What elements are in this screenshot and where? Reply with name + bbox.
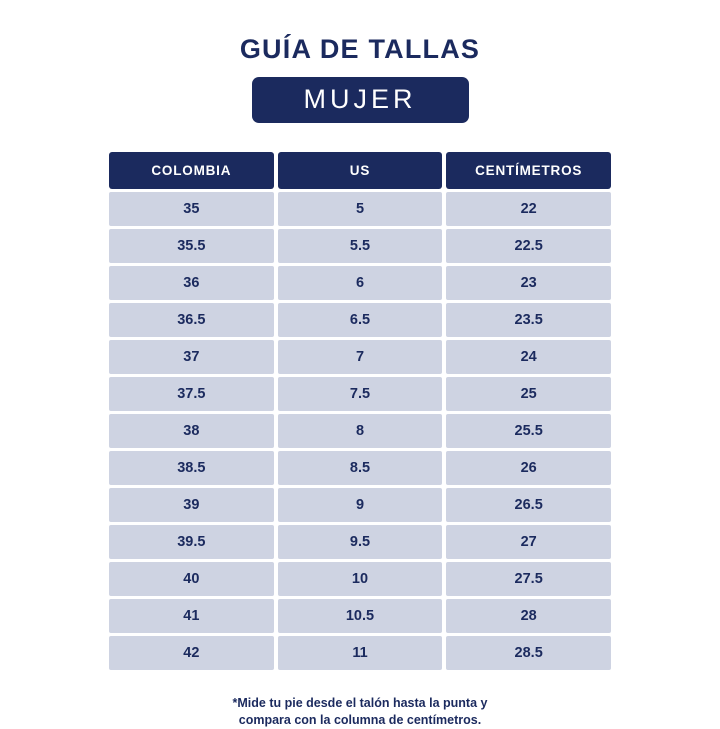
footnote-line-2: compara con la columna de centímetros. [238,713,482,728]
table-row [109,562,611,596]
cell-colombia: 37.5 [109,377,274,411]
table-row [109,340,611,374]
cell-centimetros: 27 [446,525,611,559]
cell-us: 9.5 [278,525,443,559]
column-header-colombia: COLOMBIA [109,152,274,189]
subtitle-text: MUJER [303,84,417,114]
table-header-row [109,152,611,189]
cell-centimetros: 27.5 [446,562,611,596]
cell-centimetros: 22 [446,192,611,226]
table-row [109,266,611,300]
column-header-centimetros: CENTÍMETROS [446,152,611,189]
cell-colombia: 35.5 [109,229,274,263]
cell-us: 7 [278,340,443,374]
cell-colombia: 40 [109,562,274,596]
cell-colombia: 37 [109,340,274,374]
table-row [109,488,611,522]
cell-colombia: 36.5 [109,303,274,337]
footnote-line-1: *Mide tu pie desde el talón hasta la punta y [232,696,488,711]
cell-us: 6.5 [278,303,443,337]
table-row [109,414,611,448]
cell-us: 5.5 [278,229,443,263]
cell-us: 8.5 [278,451,443,485]
subtitle-banner [252,77,469,123]
cell-us: 10 [278,562,443,596]
cell-us: 9 [278,488,443,522]
cell-centimetros: 23 [446,266,611,300]
page-title: GUÍA DE TALLAS [239,34,481,64]
table-row [109,599,611,633]
cell-us: 11 [278,636,443,670]
table-row [109,192,611,226]
table-row [109,303,611,337]
cell-us: 8 [278,414,443,448]
cell-centimetros: 25.5 [446,414,611,448]
cell-colombia: 39.5 [109,525,274,559]
cell-centimetros: 26 [446,451,611,485]
cell-centimetros: 28 [446,599,611,633]
table-row [109,229,611,263]
size-table [105,149,615,673]
cell-centimetros: 24 [446,340,611,374]
cell-us: 6 [278,266,443,300]
cell-us: 5 [278,192,443,226]
footnote [233,695,488,729]
cell-colombia: 36 [109,266,274,300]
cell-centimetros: 28.5 [446,636,611,670]
cell-us: 10.5 [278,599,443,633]
column-header-us: US [278,152,443,189]
cell-colombia: 38.5 [109,451,274,485]
cell-us: 7.5 [278,377,443,411]
cell-centimetros: 25 [446,377,611,411]
cell-colombia: 42 [109,636,274,670]
table-row [109,636,611,670]
cell-colombia: 41 [109,599,274,633]
cell-colombia: 35 [109,192,274,226]
table-row [109,377,611,411]
table-row [109,451,611,485]
cell-centimetros: 26.5 [446,488,611,522]
table-row [109,525,611,559]
cell-centimetros: 23.5 [446,303,611,337]
cell-centimetros: 22.5 [446,229,611,263]
cell-colombia: 38 [109,414,274,448]
cell-colombia: 39 [109,488,274,522]
